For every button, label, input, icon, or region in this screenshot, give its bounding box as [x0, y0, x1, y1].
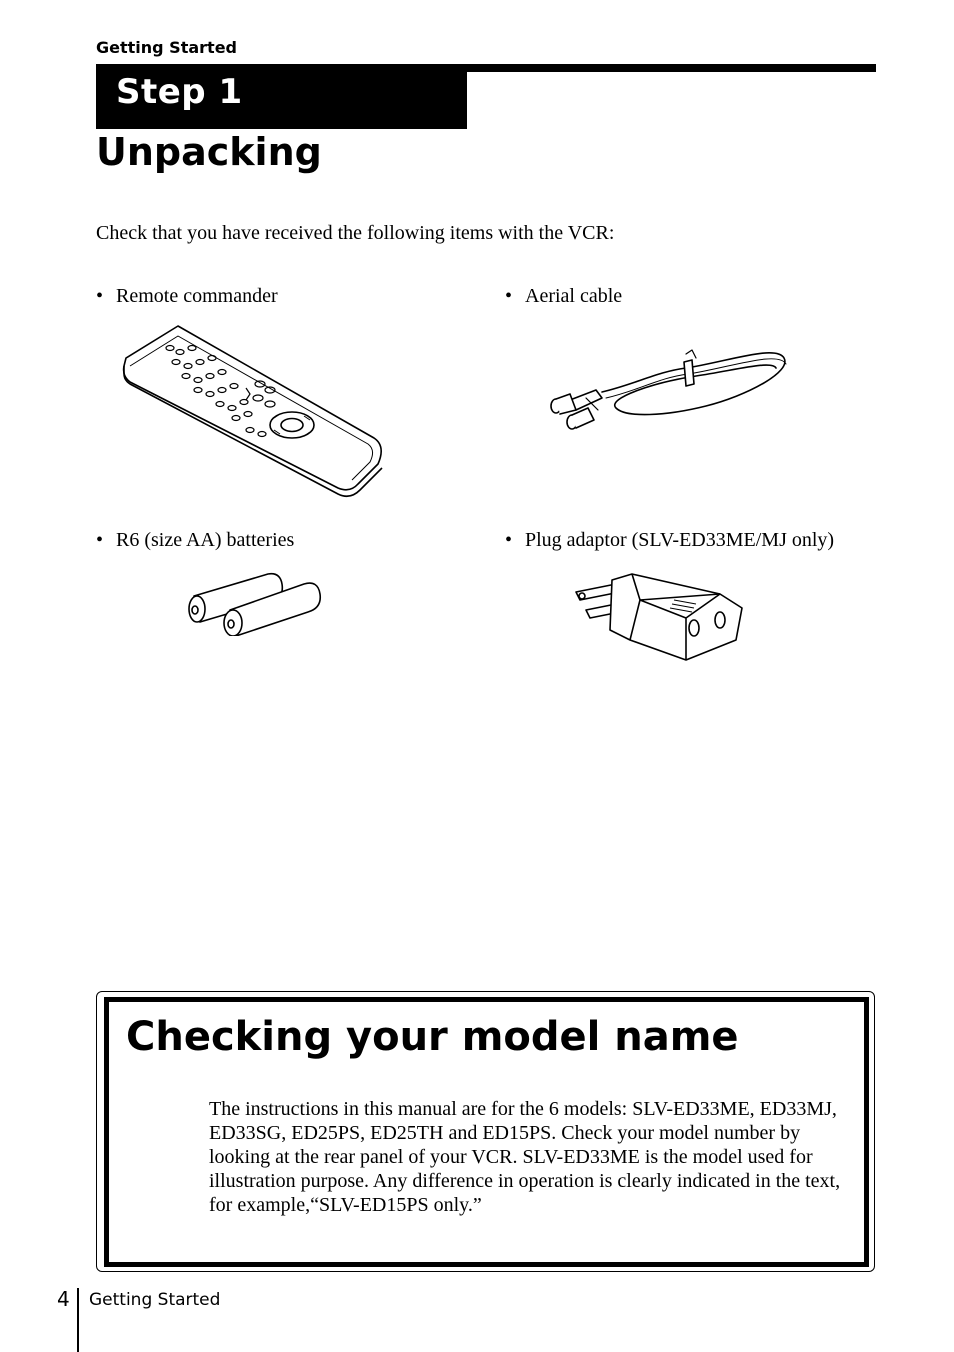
step-label: Step 1: [116, 72, 243, 112]
page-number: 4: [57, 1287, 70, 1311]
footer-section: Getting Started: [89, 1290, 221, 1310]
bullet: •: [505, 529, 513, 551]
list-item-plug-adaptor: [505, 529, 834, 552]
running-header: Getting Started: [96, 38, 237, 57]
note-title: Checking your model name: [126, 1014, 739, 1060]
page-title: Unpacking: [96, 130, 322, 174]
item-label: Aerial cable: [525, 285, 623, 307]
bullet: •: [96, 285, 104, 307]
footer-rule: [77, 1288, 79, 1352]
bullet: •: [505, 285, 513, 307]
list-item-aerial-cable: [505, 285, 622, 308]
plug-adaptor-icon: [570, 570, 748, 664]
aerial-cable-icon: [546, 336, 792, 432]
batteries-icon: [184, 570, 326, 636]
item-label: R6 (size AA) batteries: [116, 529, 295, 551]
list-item-remote-commander: [96, 285, 278, 308]
bullet: •: [96, 529, 104, 551]
item-label: Remote commander: [116, 285, 278, 307]
list-item-batteries: [96, 529, 294, 552]
note-body: The instructions in this manual are for the 6 models: SLV-ED33ME, ED33MJ, ED33SG, ED25PS, ED25TH and ED15PS. Check your model number by looking at the rear panel of your VCR. SLV-ED33ME is the model used for illustration purpose. Any difference in operation is clearly indicated in the text, for example,“SLV-ED15PS only.”: [209, 1098, 841, 1216]
item-label: Plug adaptor (SLV-ED33ME/MJ only): [525, 529, 835, 551]
intro-text: Check that you have received the following items with the VCR:: [96, 222, 615, 244]
remote-commander-icon: [120, 322, 388, 498]
